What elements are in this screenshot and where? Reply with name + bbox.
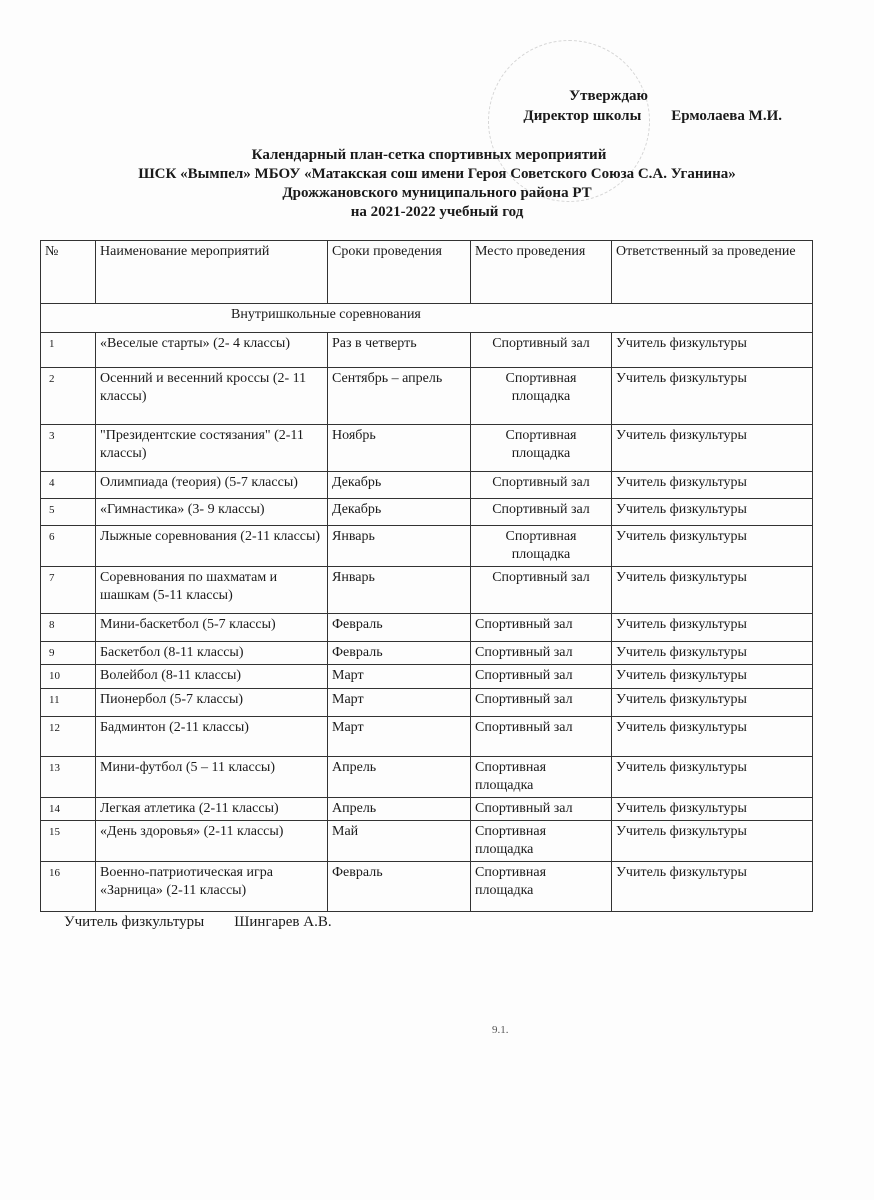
row-number: 13 (41, 757, 96, 798)
event-dates: Декабрь (328, 472, 471, 499)
table-row (41, 526, 813, 567)
event-dates: Сентябрь – апрель (328, 368, 471, 425)
event-responsible: Учитель физкультуры (612, 614, 813, 642)
header-place: Место проведения (471, 241, 612, 304)
row-number: 12 (41, 717, 96, 757)
title-line: ШСК «Вымпел» МБОУ «Матакская сош имени Героя Советского Союза С.А. Уганина» (138, 166, 736, 182)
event-responsible: Учитель физкультуры (612, 665, 813, 689)
event-dates: Февраль (328, 614, 471, 642)
event-responsible: Учитель физкультуры (612, 499, 813, 526)
row-number: 14 (41, 798, 96, 821)
row-number: 10 (41, 665, 96, 689)
event-place: Спортивная площадка (471, 757, 612, 798)
row-number: 4 (41, 472, 96, 499)
event-responsible: Учитель физкультуры (612, 798, 813, 821)
header-name: Наименование мероприятий (96, 241, 328, 304)
event-place: Спортивный зал (471, 472, 612, 499)
event-dates: Январь (328, 567, 471, 614)
table-row (41, 665, 813, 689)
event-responsible: Учитель физкультуры (612, 862, 813, 912)
event-responsible: Учитель физкультуры (612, 368, 813, 425)
event-place: Спортивная площадка (471, 425, 612, 472)
row-number: 5 (41, 499, 96, 526)
event-name: Олимпиада (теория) (5-7 классы) (96, 472, 328, 499)
footer-signature: Учитель физкультуры Шингарев А.В. (64, 914, 332, 930)
event-place: Спортивная площадка (471, 368, 612, 425)
event-responsible: Учитель физкультуры (612, 757, 813, 798)
event-responsible: Учитель физкультуры (612, 567, 813, 614)
event-place: Спортивный зал (471, 689, 612, 717)
table-row (41, 717, 813, 757)
event-responsible: Учитель физкультуры (612, 821, 813, 862)
table-row (41, 499, 813, 526)
event-name: Лыжные соревнования (2-11 классы) (96, 526, 328, 567)
row-number: 11 (41, 689, 96, 717)
table-row (41, 642, 813, 665)
table-row (41, 821, 813, 862)
event-name: «День здоровья» (2-11 классы) (96, 821, 328, 862)
event-name: «Веселые старты» (2- 4 классы) (96, 333, 328, 368)
event-dates: Январь (328, 526, 471, 567)
table-header-row (41, 241, 813, 304)
event-dates: Март (328, 689, 471, 717)
table-row (41, 472, 813, 499)
event-name: Пионербол (5-7 классы) (96, 689, 328, 717)
header-number: № (41, 241, 96, 304)
event-dates: Апрель (328, 757, 471, 798)
event-place: Спортивный зал (471, 642, 612, 665)
event-responsible: Учитель физкультуры (612, 425, 813, 472)
event-name: Военно-патриотическая игра «Зарница» (2-11 классы) (96, 862, 328, 912)
event-place: Спортивный зал (471, 717, 612, 757)
table-row (41, 614, 813, 642)
title-line: Календарный план-сетка спортивных мероприятий (251, 147, 607, 163)
table-row (41, 425, 813, 472)
table-row (41, 567, 813, 614)
event-place: Спортивная площадка (471, 821, 612, 862)
event-name: Мини-футбол (5 – 11 классы) (96, 757, 328, 798)
section-title: Внутришкольные соревнования (41, 304, 813, 333)
title-line: на 2021-2022 учебный год (350, 204, 524, 220)
event-place: Спортивный зал (471, 567, 612, 614)
row-number: 15 (41, 821, 96, 862)
header-dates: Сроки проведения (328, 241, 471, 304)
event-place: Спортивный зал (471, 665, 612, 689)
event-name: Соревнования по шахматам и шашкам (5-11 классы) (96, 567, 328, 614)
events-table (40, 240, 813, 912)
table-row (41, 689, 813, 717)
event-dates: Март (328, 665, 471, 689)
event-name: «Гимнастика» (3- 9 классы) (96, 499, 328, 526)
event-dates: Май (328, 821, 471, 862)
table-row (41, 368, 813, 425)
event-responsible: Учитель физкультуры (612, 642, 813, 665)
event-name: Осенний и весенний кроссы (2- 11 классы) (96, 368, 328, 425)
approval-signatory: Директор школы Ермолаева М.И. (523, 108, 782, 124)
event-responsible: Учитель физкультуры (612, 526, 813, 567)
row-number: 8 (41, 614, 96, 642)
event-responsible: Учитель физкультуры (612, 689, 813, 717)
event-name: Легкая атлетика (2-11 классы) (96, 798, 328, 821)
event-dates: Март (328, 717, 471, 757)
event-dates: Февраль (328, 642, 471, 665)
event-place: Спортивный зал (471, 333, 612, 368)
event-place: Спортивная площадка (471, 526, 612, 567)
event-place: Спортивный зал (471, 499, 612, 526)
event-name: Бадминтон (2-11 классы) (96, 717, 328, 757)
table-row (41, 798, 813, 821)
event-responsible: Учитель физкультуры (612, 472, 813, 499)
event-dates: Февраль (328, 862, 471, 912)
table-row (41, 757, 813, 798)
row-number: 2 (41, 368, 96, 425)
row-number: 7 (41, 567, 96, 614)
approval-label: Утверждаю (569, 88, 648, 104)
event-responsible: Учитель физкультуры (612, 333, 813, 368)
row-number: 1 (41, 333, 96, 368)
row-number: 16 (41, 862, 96, 912)
event-name: Мини-баскетбол (5-7 классы) (96, 614, 328, 642)
event-place: Спортивный зал (471, 798, 612, 821)
row-number: 3 (41, 425, 96, 472)
table-row (41, 862, 813, 912)
event-place: Спортивная площадка (471, 862, 612, 912)
title-line: Дрожжановского муниципального района РТ (282, 185, 592, 201)
event-name: Баскетбол (8-11 классы) (96, 642, 328, 665)
event-name: Волейбол (8-11 классы) (96, 665, 328, 689)
event-responsible: Учитель физкультуры (612, 717, 813, 757)
event-dates: Декабрь (328, 499, 471, 526)
header-responsible: Ответственный за проведение (612, 241, 813, 304)
event-name: "Президентские состязания" (2-11 классы) (96, 425, 328, 472)
page-mark: 9.1. (492, 1024, 509, 1036)
event-place: Спортивный зал (471, 614, 612, 642)
event-dates: Ноябрь (328, 425, 471, 472)
row-number: 9 (41, 642, 96, 665)
event-dates: Раз в четверть (328, 333, 471, 368)
row-number: 6 (41, 526, 96, 567)
event-dates: Апрель (328, 798, 471, 821)
section-row (41, 304, 813, 333)
table-row (41, 333, 813, 368)
